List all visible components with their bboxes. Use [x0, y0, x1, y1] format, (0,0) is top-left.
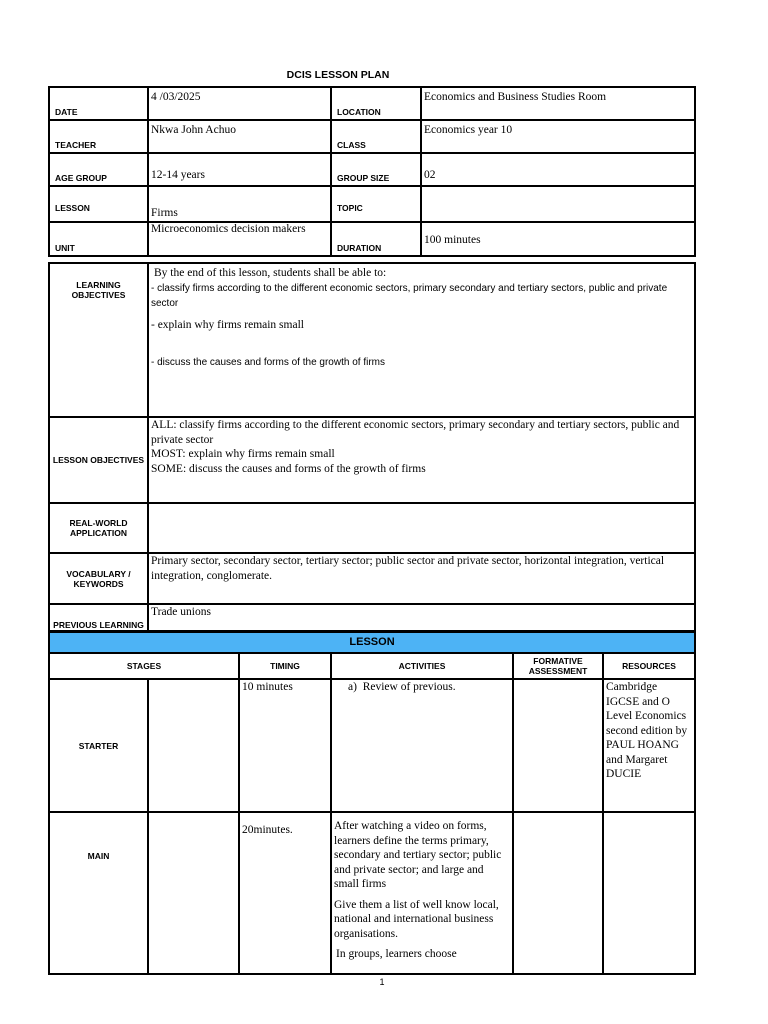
main-activity-step: In groups, learners choose — [336, 948, 457, 960]
age-group-label: AGE GROUP — [49, 153, 148, 186]
group-size-value: 02 — [421, 153, 695, 186]
learning-objectives-intro: By the end of this lesson, students shall be able to: — [154, 267, 387, 279]
stages-header: STAGES — [49, 653, 239, 679]
activity-text: Review of previous. — [362, 681, 456, 693]
real-world-label: REAL-WORLD APPLICATION — [49, 503, 148, 553]
learning-objective-text: - classify firms according to the different economic sectors, primary secondary and tertiary sectors, public and private sector — [151, 282, 668, 309]
main-activity — [331, 812, 513, 974]
lesson-objectives-content — [148, 417, 695, 503]
location-value: Economics and Business Studies Room — [421, 87, 695, 120]
class-value: Economics year 10 — [421, 120, 695, 153]
document-title: DCIS LESSON PLAN — [286, 69, 390, 81]
activities-header: ACTIVITIES — [331, 653, 513, 679]
main-stage-notes — [148, 812, 239, 974]
learning-objective-item: - explain why firms remain small — [151, 318, 304, 331]
date-label: DATE — [49, 87, 148, 120]
lesson-label: LESSON — [49, 186, 148, 222]
date-value: 4 /03/2025 — [148, 87, 331, 120]
topic-label: TOPIC — [331, 186, 421, 222]
vocabulary-label: VOCABULARY / KEYWORDS — [49, 553, 148, 604]
main-stage-label: MAIN — [49, 812, 148, 974]
starter-activity — [331, 679, 513, 812]
learning-objectives-content — [148, 263, 695, 417]
main-activity-step: After watching a video on forms, learners define the terms primary, secondary and tertiary sector; public and private sector; and large and small firms — [334, 820, 502, 890]
activity-marker: a) — [348, 681, 357, 693]
lesson-info-table — [48, 86, 696, 257]
duration-label: DURATION — [331, 222, 421, 256]
previous-learning-label: PREVIOUS LEARNING — [49, 604, 148, 631]
objectives-table — [48, 262, 696, 632]
objective-some: SOME: discuss the causes and forms of the growth of firms — [151, 462, 426, 475]
unit-value: Microeconomics decision makers — [148, 222, 331, 256]
main-resources — [603, 812, 695, 974]
learning-objective-item: - discuss the causes and forms of the growth of firms — [151, 357, 385, 368]
starter-stage-notes — [148, 679, 239, 812]
resources-header: RESOURCES — [603, 653, 695, 679]
teacher-label: TEACHER — [49, 120, 148, 153]
vocabulary-value: Primary sector, secondary sector, tertiary sector; public sector and private sector, horizontal integration, vertical integration, conglomerate. — [148, 553, 695, 604]
age-group-value: 12-14 years — [148, 153, 331, 186]
timing-header: TIMING — [239, 653, 331, 679]
group-size-label: GROUP SIZE — [331, 153, 421, 186]
location-label: LOCATION — [331, 87, 421, 120]
starter-formative — [513, 679, 603, 812]
starter-stage-label: STARTER — [49, 679, 148, 812]
topic-value — [421, 186, 695, 222]
previous-learning-value: Trade unions — [148, 604, 695, 631]
main-formative — [513, 812, 603, 974]
learning-objectives-label: LEARNING OBJECTIVES — [49, 263, 148, 417]
duration-value: 100 minutes — [421, 222, 695, 256]
formative-assessment-header: FORMATIVE ASSESSMENT — [513, 653, 603, 679]
teacher-value: Nkwa John Achuo — [148, 120, 331, 153]
page-number: 1 — [379, 977, 385, 987]
objective-all: ALL: classify firms according to the different economic sectors, primary secondary and tertiary sectors, public and private sector — [151, 419, 680, 446]
objective-most: MOST: explain why firms remain small — [151, 448, 335, 460]
lesson-stages-table — [48, 631, 696, 975]
main-activity-step: Give them a list of well know local, national and international business organisations. — [334, 898, 499, 940]
starter-resources: Cambridge IGCSE and O Level Economics second edition by PAUL HOANG and Margaret DUCIE — [603, 679, 695, 812]
unit-label: UNIT — [49, 222, 148, 256]
class-label: CLASS — [331, 120, 421, 153]
lesson-objectives-label: LESSON OBJECTIVES — [49, 417, 148, 503]
lesson-banner: LESSON — [49, 632, 695, 653]
lesson-value: Firms — [148, 186, 331, 222]
real-world-value — [148, 503, 695, 553]
main-timing: 20minutes. — [239, 812, 331, 974]
starter-timing: 10 minutes — [239, 679, 331, 812]
learning-objective-item — [151, 281, 692, 312]
